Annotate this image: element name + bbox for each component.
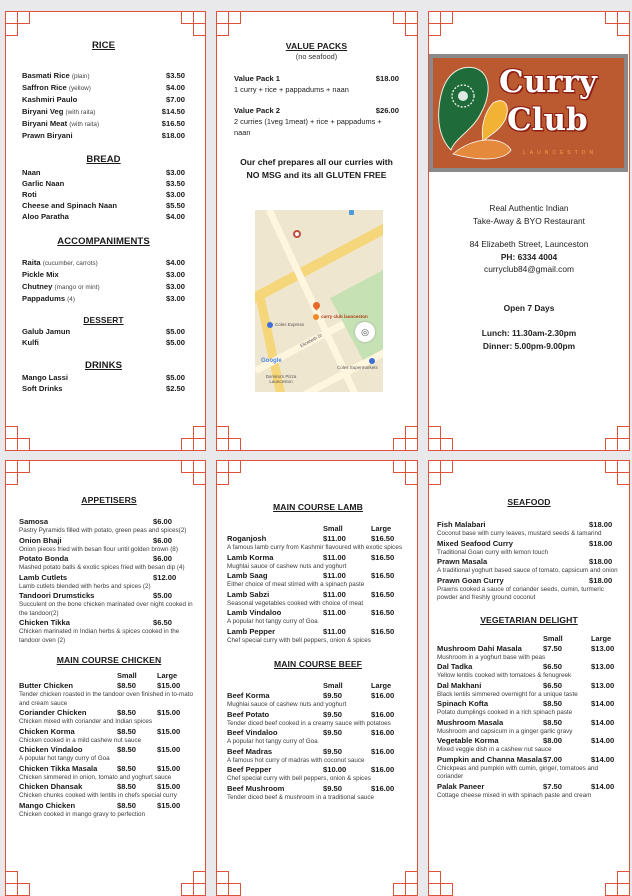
menu-item: Lamb Korma $11.00 $16.50 Mughlai sauce of cashew nuts and yoghurt bbox=[227, 552, 395, 570]
accompaniments-list bbox=[22, 257, 185, 305]
menu-item: Biryani Veg (with raita) $14.50 bbox=[22, 107, 185, 116]
menu-item: Chicken Korma $8.50 $15.00 Chicken cooked in a mild cashew nut sauce bbox=[19, 726, 181, 744]
phone: PH: 6334 4004 bbox=[500, 251, 558, 262]
section-title-chicken: MAIN COURSE CHICKEN bbox=[56, 655, 162, 665]
menu-item: Prawn Masala $18.00 A traditional yoghurt based sauce of tomato, capsicum and onion bbox=[437, 557, 618, 574]
corner-ornament bbox=[5, 425, 31, 451]
size-header: Small Large bbox=[117, 671, 178, 680]
menu-item: Mango Lassi $5.00 bbox=[22, 373, 185, 382]
menu-item: Roganjosh $11.00 $16.50 A famous lamb curry from Kashmir flavoured with exotic spices bbox=[227, 534, 402, 551]
menu-item: Beef Madras $9.50 $16.00 A famous hot curry of madras with coconut sauce bbox=[227, 746, 395, 764]
section-title-beef: MAIN COURSE BEEF bbox=[273, 659, 363, 669]
corner-ornament bbox=[428, 425, 454, 451]
menu-item: Garlic Naan $3.50 bbox=[22, 179, 185, 188]
menu-panel-rice bbox=[5, 11, 206, 451]
value-pack: Value Pack 2 $26.00 2 curries (1veg 1meat) + rice + pappadums + naan bbox=[234, 106, 399, 137]
map-label: Domino's Pizza Launceston bbox=[265, 374, 297, 384]
section-title-seafood: SEAFOOD bbox=[507, 497, 551, 507]
vegetarian-list bbox=[437, 644, 621, 801]
msg-gluten-notice: Our chef prepares all our curries with NO MSG and its all GLUTEN FREE bbox=[240, 157, 393, 180]
menu-item: Chicken Vindaloo $8.50 $15.00 A popular hot tangy curry of Goa bbox=[19, 745, 181, 762]
menu-item: Pumpkin and Channa Masala $7.00 $14.00 Chickpeas and pumpkin with cumin, ginger, tomatoes and coriander bbox=[437, 754, 615, 780]
menu-item: Chicken Dhansak $8.50 $15.00 Chicken chunks cooked with lentils in chefs special curry bbox=[19, 782, 181, 799]
drinks-list bbox=[22, 372, 185, 394]
corner-ornament bbox=[180, 870, 206, 896]
opening-hours: Lunch: 11.30am-2.30pm Dinner: 5.00pm-9.00pm bbox=[481, 328, 577, 351]
map-label: Coles Supermarkets bbox=[337, 365, 378, 370]
menu-item: Cheese and Spinach Naan $5.50 bbox=[22, 201, 185, 210]
menu-item: Onion Bhaji $6.00 Onion pieces fried with besan flour until golden brown (8) bbox=[19, 535, 178, 553]
value-pack: Value Pack 1 $18.00 1 curry + rice + pappadums + naan bbox=[234, 74, 399, 94]
size-header: Small Large bbox=[323, 524, 392, 533]
corner-ornament bbox=[216, 425, 242, 451]
beef-list bbox=[227, 691, 409, 802]
corner-ornament bbox=[604, 425, 630, 451]
appetisers-list bbox=[19, 517, 199, 645]
menu-item: Chicken Tikka $6.50 Chicken marinated in Indian herbs & spices cooked in the tandoor oven (2) bbox=[19, 618, 180, 644]
menu-item: Mango Chicken $8.50 $15.00 Chicken cooked in mango gravy to perfection bbox=[19, 800, 181, 818]
map-street-label: Elizabeth St bbox=[299, 332, 323, 349]
menu-item: Beef Mushroom $9.50 $16.00 Tender diced beef & mushroom in a traditional sauce bbox=[227, 783, 395, 801]
menu-item: Prawn Goan Curry $18.00 Prawns cooked a sauce of coriander seeds, cumin, turmeric powder and freshly ground coconut bbox=[437, 575, 613, 601]
menu-item: Chicken Tikka Masala $8.50 $15.00 Chicken simmered in onion, tomato and yoghurt sauce bbox=[19, 763, 181, 781]
menu-panel-value-packs bbox=[216, 11, 418, 451]
map-poi-icon bbox=[349, 210, 354, 215]
menu-item: Lamb Cutlets $12.00 Lamb cutlets blended with herbs and spices (2) bbox=[19, 572, 177, 590]
restaurant-marker-icon bbox=[313, 314, 319, 320]
corner-ornament bbox=[216, 870, 242, 896]
menu-panel-lamb-beef bbox=[216, 460, 418, 896]
menu-item: Aloo Paratha $4.00 bbox=[22, 212, 185, 221]
menu-item: Dal Tadka $6.50 $13.00 Yellow lentils cooked with tomatoes & fenugreek bbox=[437, 662, 615, 679]
corner-ornament bbox=[604, 11, 630, 37]
menu-item: Mixed Seafood Curry $18.00 Traditional Goan curry with lemon touch bbox=[437, 538, 613, 556]
rice-list bbox=[22, 70, 185, 142]
menu-item: Naan $3.00 bbox=[22, 168, 185, 177]
size-header: Small Large bbox=[323, 681, 392, 690]
section-title-drinks: DRINKS bbox=[84, 360, 123, 371]
shop-icon bbox=[369, 358, 375, 364]
seafood-list bbox=[437, 520, 621, 603]
logo-title-line1: Curry bbox=[499, 64, 597, 100]
open-days: Open 7 Days bbox=[503, 303, 555, 313]
email-link[interactable]: curryclub84@gmail.com bbox=[484, 264, 574, 274]
chicken-list bbox=[19, 681, 199, 819]
section-title-value-packs: VALUE PACKS bbox=[285, 41, 348, 51]
menu-item: Pickle Mix $3.00 bbox=[22, 270, 185, 279]
menu-item: Beef Korma $9.50 $16.00 Mughlai sauce of cashew nuts and yoghurt bbox=[227, 691, 395, 708]
menu-item: Chutney (mango or mint) $3.00 bbox=[22, 282, 185, 291]
address: 84 Elizabeth Street, Launceston bbox=[469, 239, 589, 249]
menu-item: Kashmiri Paulo $7.00 bbox=[22, 95, 185, 104]
location-map[interactable] bbox=[255, 210, 383, 392]
menu-item: Samosa $6.00 Pastry Pyramids filled with potato, green peas and spices(2) bbox=[19, 517, 187, 534]
menu-item: Tandoori Drumsticks $5.00 Succulent on the bone chicken marinated over night cooked in the tandoor(2) bbox=[19, 591, 193, 617]
menu-item: Mushroom Masala $8.50 $14.00 Mushroom and capsicum in a ginger garlic gravy bbox=[437, 717, 615, 735]
dessert-list bbox=[22, 326, 185, 348]
menu-item: Beef Potato $9.50 $16.00 Tender diced beef cooked in a creamy sauce with potatoes bbox=[227, 709, 395, 727]
menu-item: Soft Drinks $2.50 bbox=[22, 384, 185, 393]
section-title-bread: BREAD bbox=[86, 154, 121, 165]
menu-item: Beef Vindaloo $9.50 $16.00 A popular hot tangy curry of Goa bbox=[227, 728, 395, 745]
menu-item: Lamb Pepper $11.00 $16.50 Chef special curry with bell peppers, onion & spices bbox=[227, 626, 395, 644]
menu-item: Biryani Meat (with raita) $16.50 bbox=[22, 119, 185, 128]
menu-panel-seafood-veg bbox=[428, 460, 630, 896]
corner-ornament bbox=[604, 870, 630, 896]
menu-item: Mushroom Dahi Masala $7.50 $13.00 Mushroom in a yoghurt base with peas bbox=[437, 643, 615, 661]
google-logo: Google bbox=[261, 358, 282, 364]
shop-icon bbox=[267, 322, 273, 328]
map-pin-label: curry club launceston bbox=[321, 314, 368, 319]
menu-item: Roti $3.00 bbox=[22, 190, 185, 199]
menu-panel-brand bbox=[428, 11, 630, 451]
menu-item: Galub Jamun $5.00 bbox=[22, 327, 185, 336]
menu-item: Basmati Rice (plain) $3.50 bbox=[22, 71, 185, 80]
menu-item: Prawn Biryani $18.00 bbox=[22, 131, 185, 140]
map-label: Coles Express bbox=[275, 322, 305, 327]
menu-item: Lamb Saag $11.00 $16.50 Either choice of meat stirred with a spinach paste bbox=[227, 571, 395, 588]
menu-item: Kulfi $5.00 bbox=[22, 338, 185, 347]
logo-title-line2: Club bbox=[507, 102, 588, 138]
bread-list bbox=[22, 167, 185, 222]
curry-club-logo bbox=[429, 54, 628, 172]
menu-item: Spinach Kofta $8.50 $14.00 Potato dumplings cooked in a rich spinach paste bbox=[437, 699, 615, 716]
menu-item: Lamb Sabzi $11.00 $16.50 Seasonal vegetables cooked with choice of meat bbox=[227, 589, 395, 607]
menu-item: Fish Malabari $18.00 Coconut base with curry leaves, mustard seeds & tamarind bbox=[437, 520, 613, 537]
menu-item: Potato Bonda $6.00 Mashed potato balls & exotic spices fried with besan dip (4) bbox=[19, 554, 185, 571]
size-header: Small Large bbox=[543, 633, 612, 643]
menu-item: Lamb Vindaloo $11.00 $16.50 A popular hot tangy curry of Goa bbox=[227, 608, 395, 625]
logo-location: LAUNCESTON bbox=[523, 150, 598, 156]
section-title-dessert: DESSERT bbox=[83, 315, 124, 325]
menu-item: Butter Chicken $8.50 $15.00 Tender chicken roasted in the tandoor oven finished in to-mato and cream sauce bbox=[19, 681, 193, 707]
menu-item: Palak Paneer $7.50 $14.00 Cottage cheese mixed in with spinach paste and cream bbox=[437, 781, 615, 799]
menu-panel-appetisers bbox=[5, 460, 206, 896]
corner-ornament bbox=[392, 870, 418, 896]
section-title-accompaniments: ACCOMPANIMENTS bbox=[57, 236, 150, 247]
corner-ornament bbox=[5, 870, 31, 896]
my-location-icon[interactable]: ◎ bbox=[355, 322, 375, 342]
corner-ornament bbox=[428, 11, 454, 37]
section-title-rice: RICE bbox=[91, 40, 116, 51]
menu-item: Pappadums (4) $3.00 bbox=[22, 294, 185, 303]
lamb-list bbox=[227, 534, 409, 645]
menu-item: Vegetable Korma $8.00 $14.00 Mixed veggie dish in a cashew nut sauce bbox=[437, 736, 615, 753]
contact-info bbox=[429, 238, 629, 276]
menu-item: Raita (cucumber, carrots) $4.00 bbox=[22, 258, 185, 267]
section-title-appetisers: APPETISERS bbox=[81, 495, 137, 505]
section-title-vegetarian: VEGETARIAN DELIGHT bbox=[480, 614, 578, 625]
value-packs-subtitle: (no seafood) bbox=[295, 52, 338, 61]
corner-ornament bbox=[428, 870, 454, 896]
menu-item: Dal Makhani $6.50 $13.00 Black lentils simmered overnight for a unique taste bbox=[437, 680, 615, 698]
map-poi-icon bbox=[293, 230, 301, 238]
menu-item: Beef Pepper $10.00 $16.00 Chef special curry with bell peppers, onion & spices bbox=[227, 765, 395, 782]
corner-ornament bbox=[392, 425, 418, 451]
menu-item: Saffron Rice (yellow) $4.00 bbox=[22, 83, 185, 92]
corner-ornament bbox=[180, 425, 206, 451]
restaurant-tagline: Real Authentic Indian Take-Away & BYO Restaurant bbox=[472, 203, 586, 226]
menu-item: Coriander Chicken $8.50 $15.00 Chicken mixed with coriander and Indian spices bbox=[19, 708, 181, 725]
section-title-lamb: MAIN COURSE LAMB bbox=[273, 502, 363, 512]
